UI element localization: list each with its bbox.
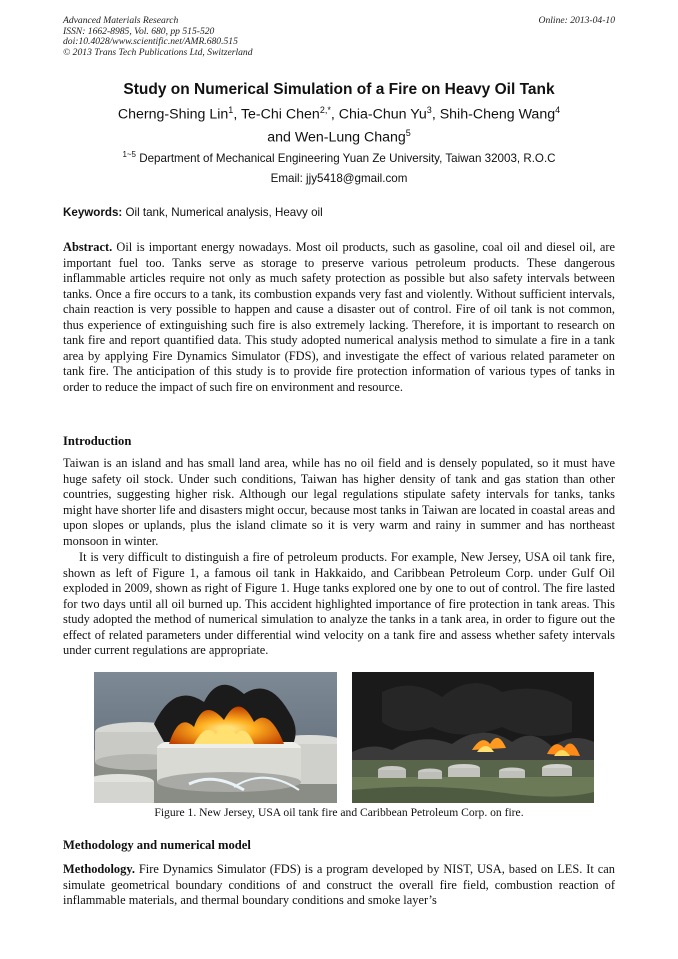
- contact-email: Email: jjy5418@gmail.com: [270, 172, 408, 185]
- author-name: Wen-Lung Chang: [294, 129, 406, 146]
- abstract-text: Oil is important energy nowadays. Most oil products, such as gasoline, coal oil and diesel oil, are important fuel too. Tanks serve as storage to preserve various petroleum products. These dangerous inflammable articles require not only as much safety protection as possible but also safety intervals between tanks. Once a fire occurs to a tank, its combustion expands very fast and violently. Without sufficient intervals, chain reaction is very possible to happen and cause a disaster out of control. Fire of oil tank is not common, thus experience of extinguishing such fire is also extremely lacking. Therefore, it is important to research on tank fire and report quantified data. This study adopted numerical analysis method to simulate a fire in a tank area by applying Fire Dynamics Simulator (FDS), and investigate the effect of various related parameter on tank fire. The anticipation of this study is to provide fire protection information of various types of tanks in order to reduce the impact of such fire on environment and resource.: [63, 240, 615, 394]
- author-sup: 4: [555, 105, 561, 115]
- methodology-paragraph: [63, 862, 615, 909]
- abstract-label: Abstract.: [63, 240, 113, 254]
- journal-name: Advanced Materials Research: [63, 15, 179, 26]
- keywords: [63, 206, 323, 219]
- methodology-heading: Methodology and numerical model: [63, 838, 251, 852]
- abstract: [63, 240, 615, 395]
- burning-oil-tank-illustration: [94, 672, 337, 803]
- paper-title: Study on Numerical Simulation of a Fire on Heavy Oil Tank: [123, 81, 555, 98]
- author-sup: 2,*: [319, 105, 331, 115]
- burning-tank-farm-illustration: [352, 672, 594, 803]
- doi-line: doi:10.4028/www.scientific.net/AMR.680.515: [63, 36, 238, 48]
- author-list: Cherng-Shing Lin$^1$, Te-Chi Chen$^{2,*}$, Chia-Chun Yu$^3$, Shih-Cheng Wang$^4$ and Wen-Lung Chang$^5$: [117, 105, 561, 146]
- introduction-heading: Introduction: [63, 434, 132, 448]
- affiliation-sup: 1~5: [122, 150, 137, 159]
- keywords-text: Oil tank, Numerical analysis, Heavy oil: [122, 206, 323, 219]
- copyright-line: © 2013 Trans Tech Publications Ltd, Switzerland: [63, 46, 253, 58]
- introduction-paragraph-1: Taiwan is an island and has small land area, while has no oil field and is densely populated, so it must have huge safety oil stock. Under such conditions, Taiwan has higher density of tank and gas station than other countries, suggesting higher risk. Although our legal regulations stipulate safety intervals for tanks, tanks might have shorter life and disasters might occur, because most tanks in Taiwan are located in coastal areas and upon slopes or uplands, plus the island climate so it is very warm and rainy in summer and has northeast monsoon in winter.: [63, 456, 616, 548]
- keywords-label: Keywords:: [63, 206, 123, 219]
- introduction-paragraph-2: It is very difficult to distinguish a fire of petroleum products. For example, New Jersey, USA oil tank fire, shown as left of Figure 1, a famous oil tank in Hakkaido, and Caribbean Petroleum Corp. under Gulf Oil exploded in 2009, shown as right of Figure 1. Huge tanks explored one by one to out of control. The fire lasted for two days until all oil burned up. This accident highlighted importance of fire protection in tank areas. This study adopted the method of numerical simulation to analyze the tanks in a tank area, in order to figure out the effect of related parameters under differential wind velocity on a tank fire and assess whether safety intervals under current regulations are appropriate.: [63, 550, 615, 658]
- journal-header: [63, 16, 253, 58]
- figure-caption: Figure 1. New Jersey, USA oil tank fire and Caribbean Petroleum Corp. on fire.: [154, 806, 524, 819]
- online-date: Online: 2013-04-10: [538, 15, 615, 26]
- burning-tank-farm-photo: [352, 672, 594, 803]
- author-name: Cherng-Shing Lin: [117, 106, 229, 123]
- methodology-label: Methodology.: [63, 862, 135, 876]
- burning-oil-tank-photo: [94, 672, 337, 803]
- affiliation: [0, 150, 678, 165]
- author-sup: 5: [405, 127, 411, 138]
- affiliation-text: Department of Mechanical Engineering Yuan Ze University, Taiwan 32003, R.O.C: [136, 151, 556, 165]
- author-name: Chia-Chun Yu: [338, 106, 427, 123]
- author-sup: 1: [228, 105, 234, 115]
- methodology-text: Fire Dynamics Simulator (FDS) is a program developed by NIST, USA, based on LES. It can simulate geometrical boundary conditions of and construct the overall fire field, combustion reaction of inflammable materials, and thermal boundary conditions and smoke layer’s: [63, 862, 615, 908]
- author-name: Te-Chi Chen: [240, 106, 320, 123]
- author-name: Shih-Cheng Wang: [439, 106, 556, 123]
- issn-line: ISSN: 1662-8985, Vol. 680, pp 515-520: [63, 25, 215, 37]
- author-sup: 3: [426, 105, 432, 115]
